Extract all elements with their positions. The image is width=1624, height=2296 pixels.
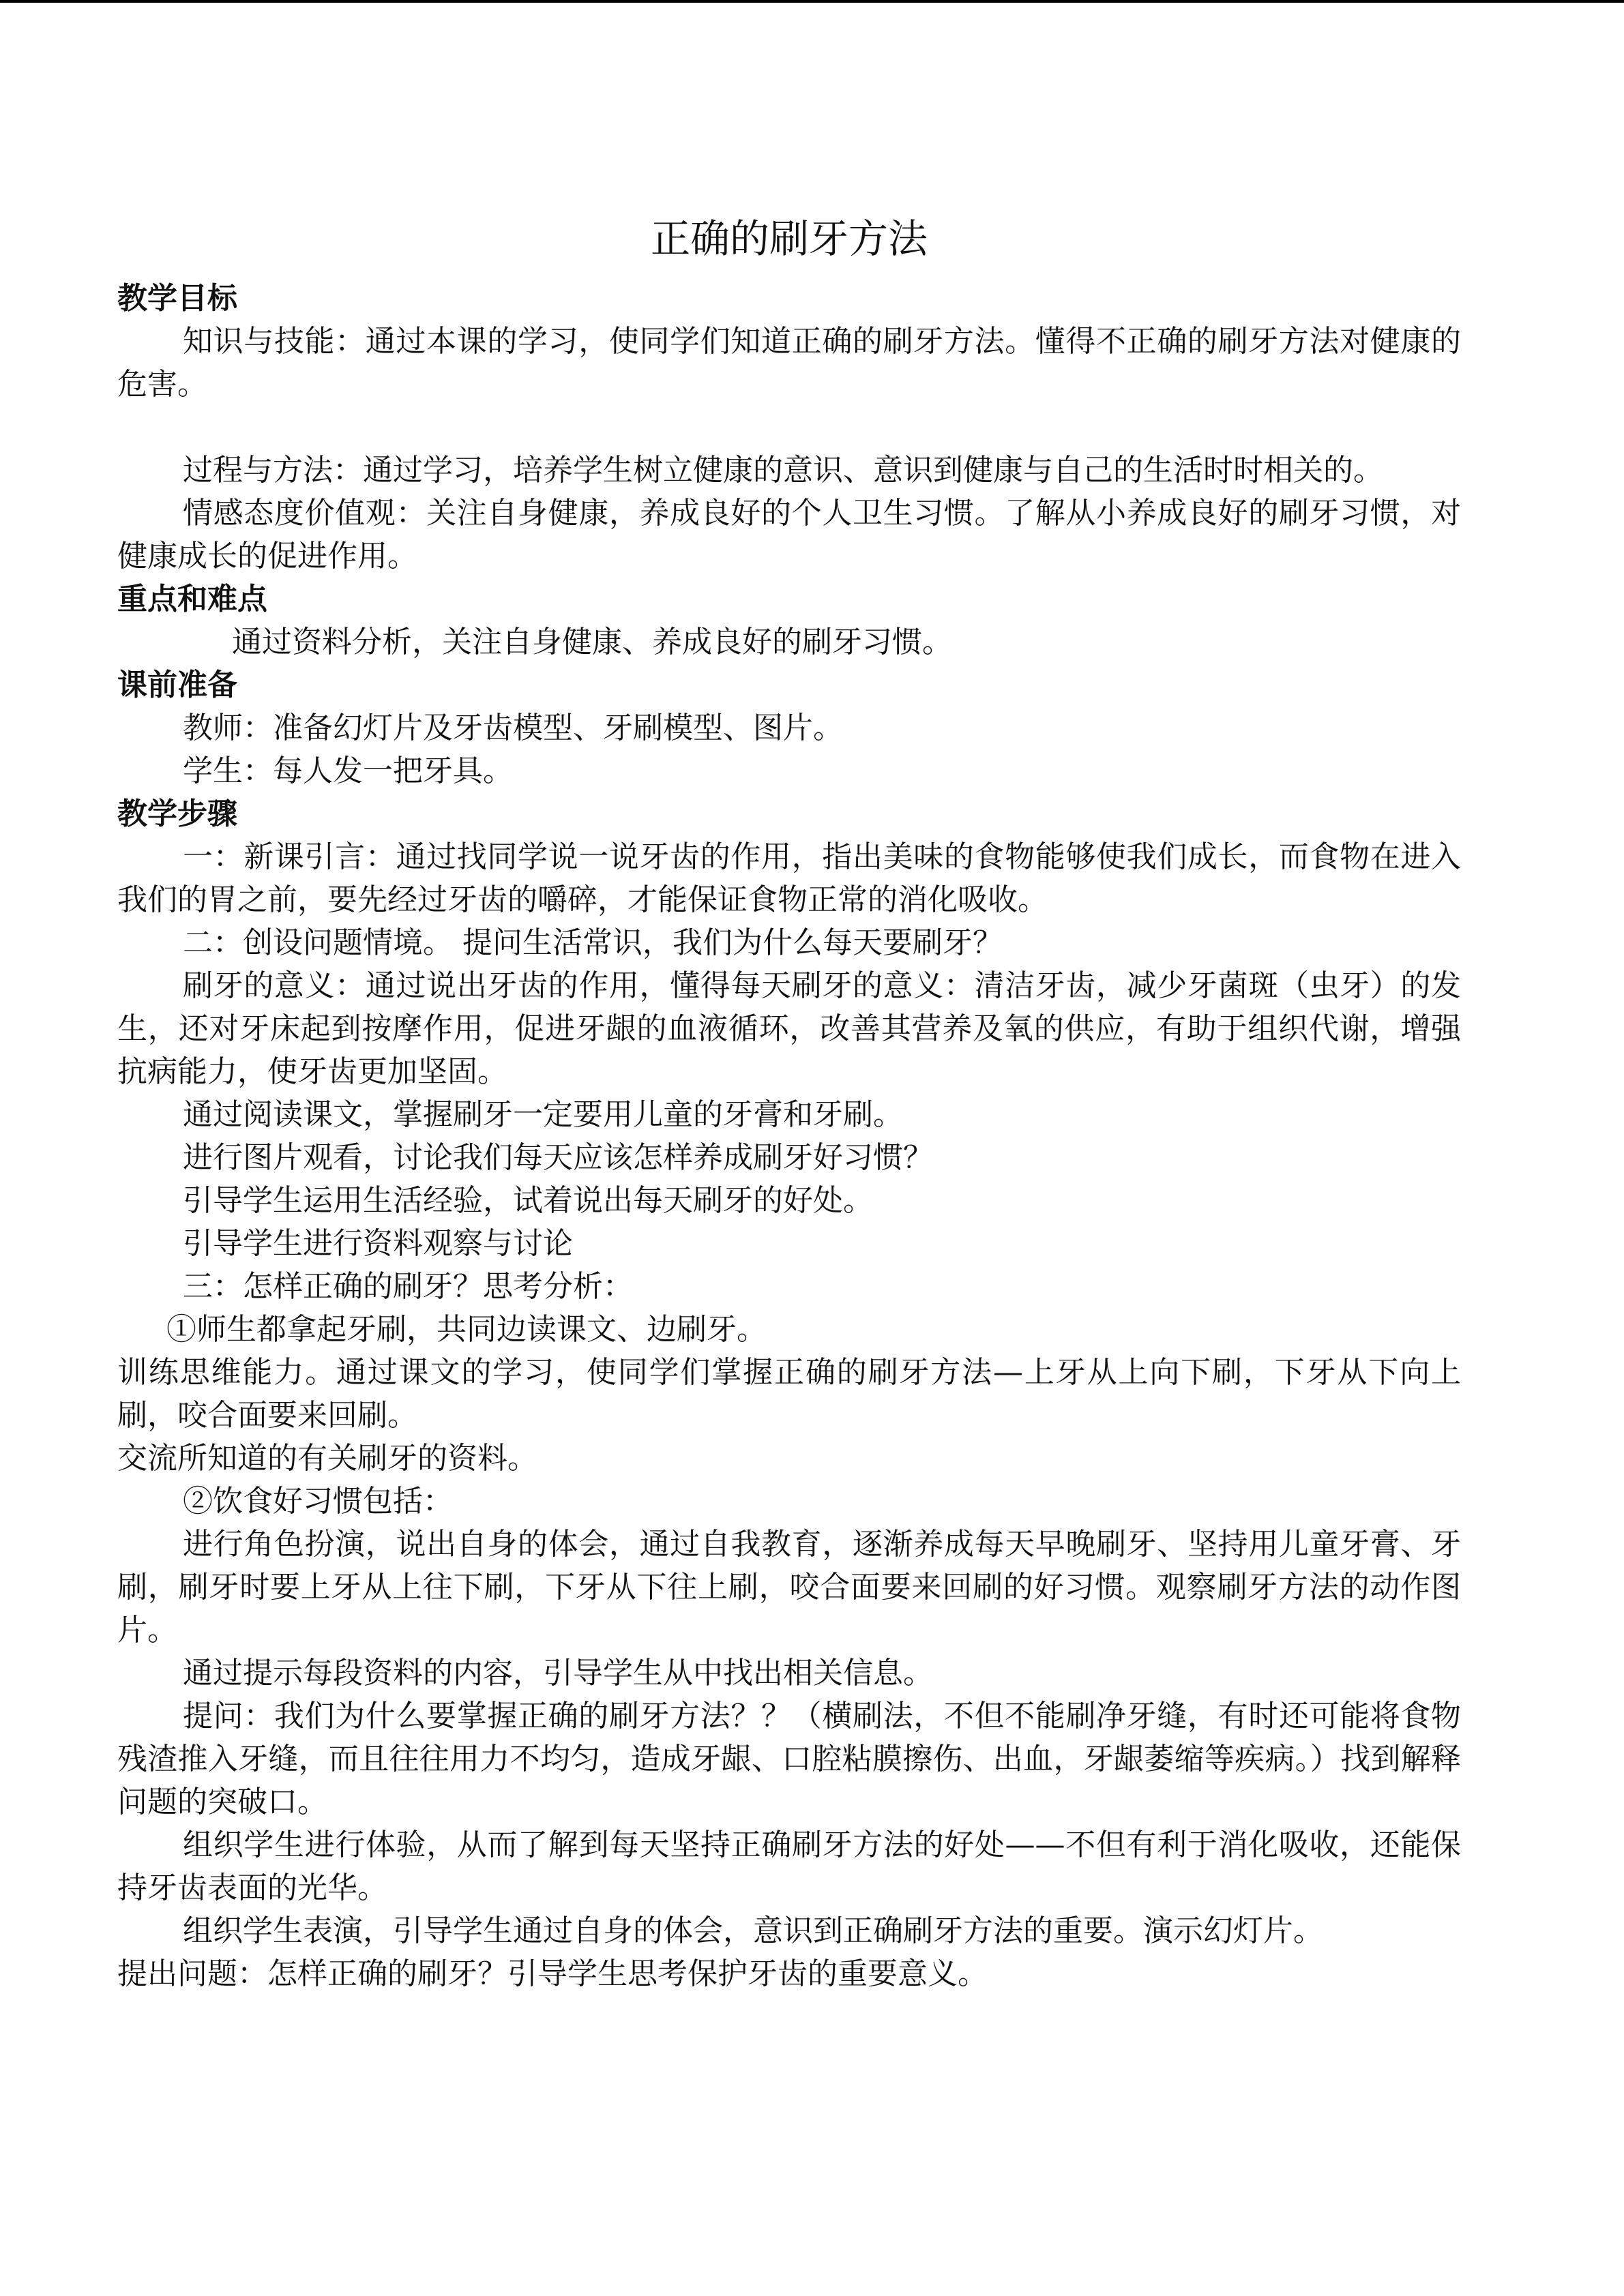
paragraph: 学生：每人发一把牙具。 (183, 754, 513, 788)
paragraph: 教师：准备幻灯片及牙齿模型、牙刷模型、图片。 (183, 711, 843, 745)
paragraph: 进行角色扮演，说出自身的体会，通过自我教育，逐渐养成每天早晚刷牙、坚持用儿童牙膏、牙刷，刷牙时要上牙从上往下刷，下牙从下往上刷，咬合面要来回刷的好习惯。观察刷牙方法的动作图片。 (117, 1527, 1461, 1648)
paragraph: 进行图片观看，讨论我们每天应该怎样养成刷牙好习惯？ (183, 1140, 933, 1175)
section-teaching-goals (117, 277, 1461, 578)
section-heading: 教学目标 (117, 281, 237, 316)
section-heading: 课前准备 (117, 668, 237, 702)
document-body (117, 211, 1461, 1995)
paragraph: 通过阅读课文，掌握刷牙一定要用儿童的牙膏和牙刷。 (183, 1097, 903, 1132)
paragraph: 一：新课引言：通过找同学说一说牙齿的作用，指出美味的食物能够使我们成长，而食物在进入我们的胃之前，要先经过牙齿的嚼碎，才能保证食物正常的消化吸收。 (117, 839, 1461, 917)
paragraph: 引导学生进行资料观察与讨论 (183, 1226, 573, 1261)
section-heading: 重点和难点 (117, 582, 267, 616)
paragraph: 组织学生进行体验，从而了解到每天坚持正确刷牙方法的好处——不但有利于消化吸收，还能保持牙齿表面的光华。 (117, 1828, 1461, 1905)
paragraph: 提问：我们为什么要掌握正确的刷牙方法？？（横刷法，不但不能刷净牙缝，有时还可能将食物残渣推入牙缝，而且往往用力不均匀，造成牙龈、口腔粘膜擦伤、出血，牙龈萎缩等疾病。）找到解释问题的突破口。 (117, 1699, 1461, 1819)
paragraph: 组织学生表演，引导学生通过自身的体会，意识到正确刷牙方法的重要。演示幻灯片。 (183, 1913, 1323, 1948)
paragraph: 二：创设问题情境。 提问生活常识，我们为什么每天要刷牙？ (183, 925, 1003, 960)
page-top-border (0, 0, 1624, 3)
paragraph: 交流所知道的有关刷牙的资料。 (117, 1441, 537, 1476)
paragraph: 通过提示每段资料的内容，引导学生从中找出相关信息。 (183, 1656, 933, 1690)
paragraph: 三：怎样正确的刷牙？思考分析： (183, 1269, 633, 1304)
paragraph: ①师生都拿起牙刷，共同边读课文、边刷牙。 (166, 1312, 767, 1347)
paragraph: 引导学生运用生活经验，试着说出每天刷牙的好处。 (183, 1183, 873, 1218)
paragraph: 知识与技能：通过本课的学习，使同学们知道正确的刷牙方法。懂得不正确的刷牙方法对健康的危害。 (117, 324, 1461, 402)
section-teaching-steps (117, 792, 1461, 1995)
paragraph: 训练思维能力。通过课文的学习，使同学们掌握正确的刷牙方法—上牙从上向下刷，下牙从下向上刷，咬合面要来回刷。 (117, 1355, 1461, 1433)
section-key-points (117, 578, 1461, 664)
paragraph: 通过资料分析，关注自身健康、养成良好的刷牙习惯。 (232, 625, 952, 659)
section-heading: 教学步骤 (117, 796, 237, 831)
paragraph: 提出问题：怎样正确的刷牙？引导学生思考保护牙齿的重要意义。 (117, 1956, 988, 1991)
document-title: 正确的刷牙方法 (650, 215, 928, 262)
paragraph: 情感态度价值观：关注自身健康，养成良好的个人卫生习惯。了解从小养成良好的刷牙习惯，对健康成长的促进作用。 (117, 496, 1461, 573)
paragraph: 刷牙的意义：通过说出牙齿的作用，懂得每天刷牙的意义：清洁牙齿，减少牙菌斑（虫牙）的发生，还对牙床起到按摩作用，促进牙龈的血液循环，改善其营养及氧的供应，有助于组织代谢，增强抗病能力，使牙齿更加坚固。 (117, 968, 1461, 1089)
paragraph: ②饮食好习惯包括： (183, 1484, 453, 1519)
section-preparation (117, 664, 1461, 792)
blank-line (117, 406, 1461, 449)
paragraph: 过程与方法：通过学习，培养学生树立健康的意识、意识到健康与自己的生活时时相关的。 (183, 453, 1383, 488)
